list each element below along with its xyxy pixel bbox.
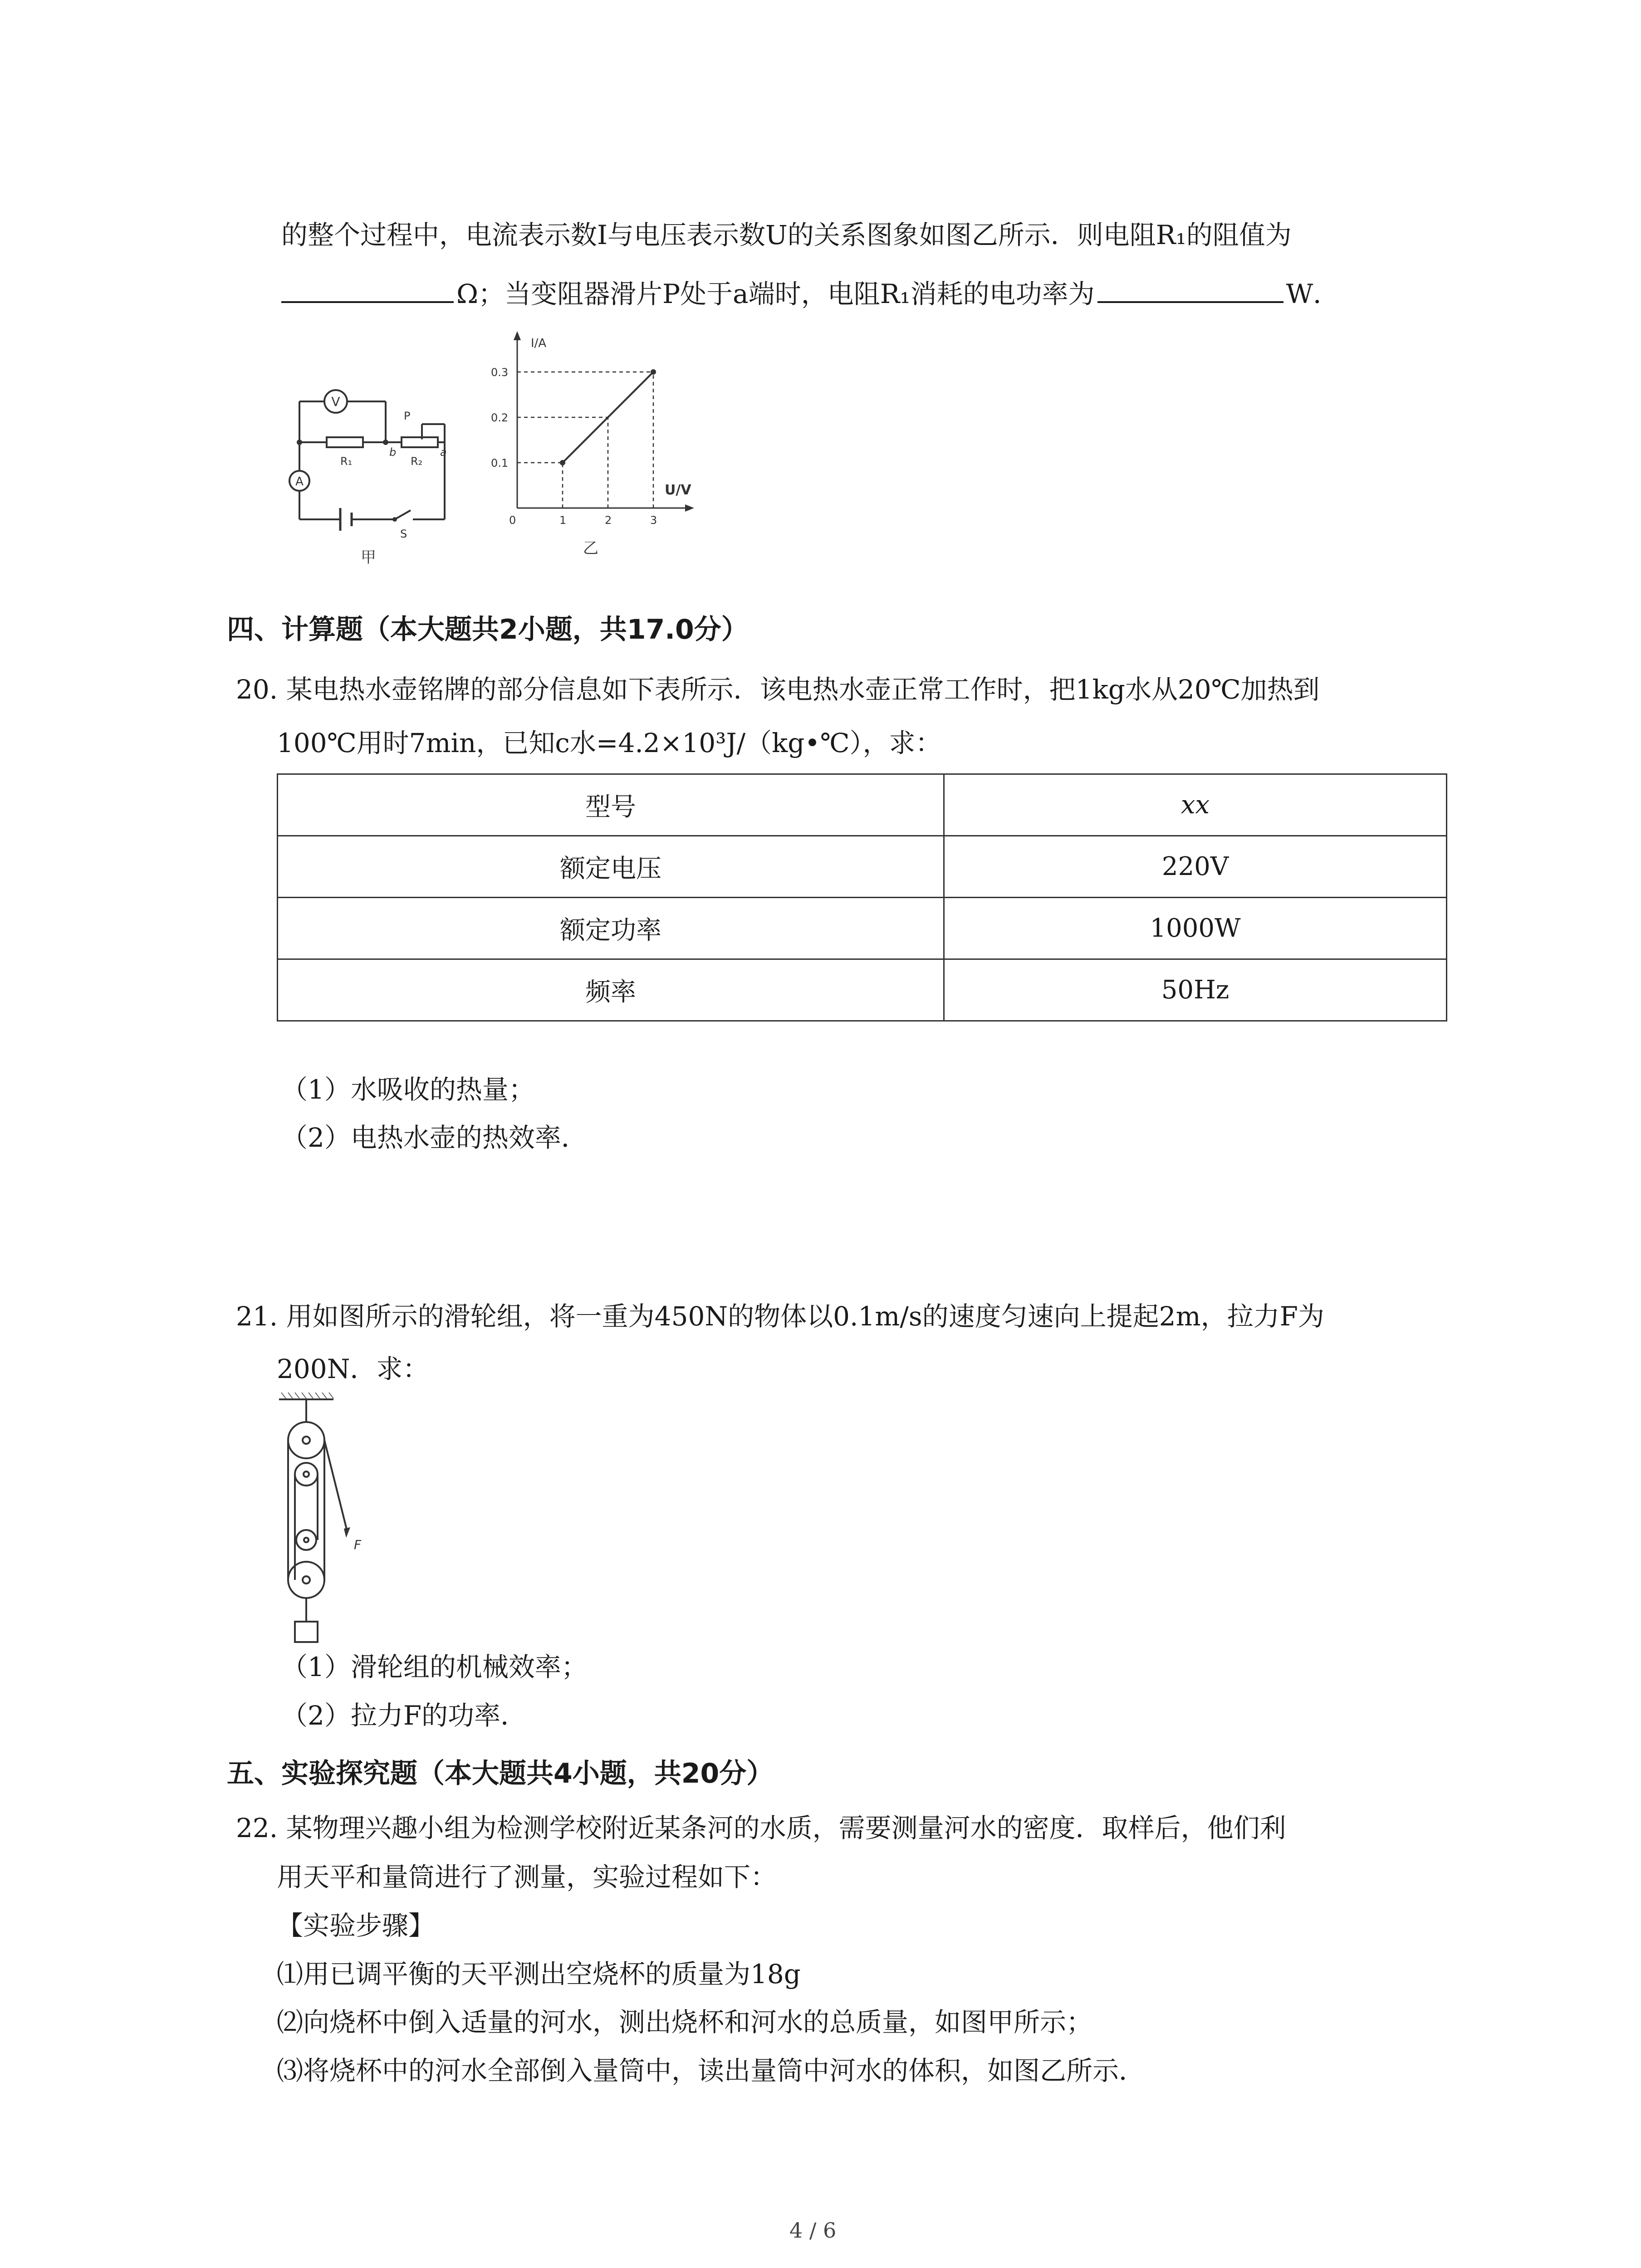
q19-line2-unit2: W． <box>1286 279 1340 309</box>
table-cell: 频率 <box>278 959 944 1021</box>
table-row <box>278 898 1447 959</box>
table-row <box>278 774 1447 836</box>
switch-label: S <box>400 528 407 540</box>
ammeter-label: A <box>295 475 304 489</box>
q19-line2 <box>281 276 1339 312</box>
table-cell: 型号 <box>278 774 944 836</box>
r2-label: R₂ <box>411 455 423 468</box>
r1-label: R₁ <box>340 455 353 468</box>
series-line <box>563 372 653 463</box>
answer-blank-power[interactable] <box>1097 301 1283 303</box>
force-f-label: F <box>354 1537 362 1552</box>
y-tick-label: 0.1 <box>491 457 509 469</box>
iu-graph <box>481 327 717 572</box>
pulley-diagram <box>272 1390 390 1649</box>
q21-line2: 200N．求： <box>277 1354 429 1384</box>
q20-line2: 100℃用时7min，已知c水=4.2×10³J/（kg•℃），求： <box>277 728 942 758</box>
table-row <box>278 836 1447 898</box>
x-tick-label: 3 <box>650 514 657 527</box>
table-cell: 额定电压 <box>278 836 944 898</box>
table-cell: xx <box>944 774 1447 836</box>
slider-label: P <box>404 410 411 422</box>
table-cell: 50Hz <box>944 959 1447 1021</box>
origin-label: 0 <box>509 514 516 527</box>
data-point <box>651 369 656 375</box>
x-tick-label: 2 <box>605 514 612 527</box>
table-cell: 额定功率 <box>278 898 944 959</box>
q22-step1: ⑴用已调平衡的天平测出空烧杯的质量为18g <box>277 1959 801 1989</box>
x-axis-label: U/V <box>665 482 691 498</box>
q21-sub1: （1）滑轮组的机械效率； <box>281 1652 588 1682</box>
section5-title: 五、实验探究题（本大题共4小题，共20分） <box>227 1758 774 1789</box>
voltmeter-label: V <box>331 394 340 409</box>
end-b-label: b <box>389 446 397 459</box>
circuit-diagram <box>272 358 463 567</box>
section4-title: 四、计算题（本大题共2小题，共17.0分） <box>227 614 749 645</box>
y-tick-label: 0.2 <box>491 411 509 424</box>
q21-sub2: （2）拉力F的功率． <box>281 1700 527 1731</box>
q21-line1: 21. 用如图所示的滑轮组，将一重为450N的物体以0.1m/s的速度匀速向上提起2m，拉力F为 <box>236 1301 1324 1332</box>
q22-step3: ⑶将烧杯中的河水全部倒入量筒中，读出量筒中河水的体积，如图乙所示． <box>277 2055 1146 2086</box>
end-a-label: a <box>440 446 447 459</box>
q22-step2: ⑵向烧杯中倒入适量的河水，测出烧杯和河水的总质量，如图甲所示； <box>277 2007 1093 2038</box>
q20-sub2: （2）电热水壶的热效率． <box>281 1122 588 1153</box>
table-cell: 1000W <box>944 898 1447 959</box>
q19-line1: 的整个过程中，电流表示数I与电压表示数U的关系图象如图乙所示．则电阻R₁的阻值为 <box>281 220 1292 250</box>
y-tick-label: 0.3 <box>491 366 509 379</box>
x-tick-label: 1 <box>559 514 567 527</box>
data-point <box>560 460 565 465</box>
q22-line1: 22. 某物理兴趣小组为检测学校附近某条河的水质，需要测量河水的密度．取样后，他们利 <box>236 1813 1286 1843</box>
answer-blank-r1[interactable] <box>281 301 454 303</box>
q22-line2: 用天平和量筒进行了测量，实验过程如下： <box>277 1862 777 1892</box>
q19-line2-unit1: Ω；当变阻器滑片P处于a端时，电阻R₁消耗的电功率为 <box>456 279 1095 309</box>
q22-steps-title: 【实验步骤】 <box>277 1910 435 1941</box>
q20-sub1: （1）水吸收的热量； <box>281 1074 535 1105</box>
figure-yi-caption: 乙 <box>583 539 598 557</box>
table-cell: 220V <box>944 836 1447 898</box>
kettle-spec-table <box>277 773 1447 1022</box>
figure-jia-caption: 甲 <box>361 548 376 567</box>
page-number: 4 / 6 <box>789 2218 837 2243</box>
y-axis-label: I/A <box>531 337 547 350</box>
table-row <box>278 959 1447 1021</box>
q20-line1: 20. 某电热水壶铭牌的部分信息如下表所示．该电热水壶正常工作时，把1kg水从20℃加热到 <box>236 674 1320 705</box>
